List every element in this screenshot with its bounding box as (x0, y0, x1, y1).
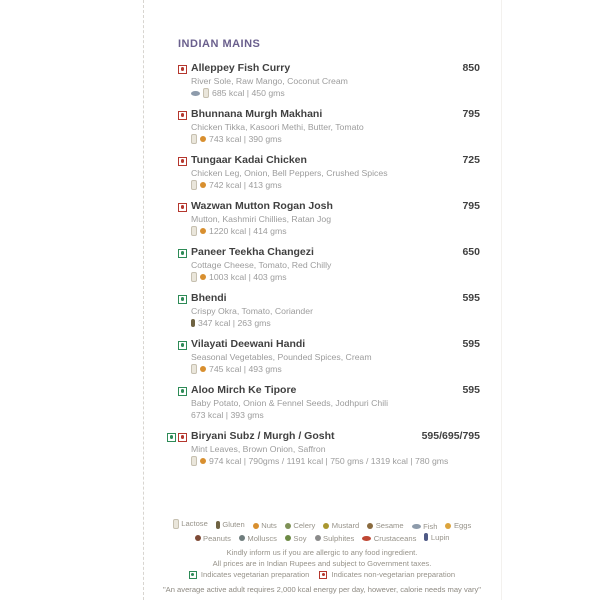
veg-indicator-icon (178, 295, 187, 304)
legend-entry (216, 519, 245, 530)
fish-icon (191, 91, 200, 96)
diet-indicator-group (178, 387, 191, 396)
item-nutrition-text: 1003 kcal | 403 gms (209, 272, 287, 282)
lactose-icon (191, 226, 197, 236)
veg-indicator-icon (178, 249, 187, 258)
menu-item (178, 430, 480, 467)
legend-entry (285, 533, 307, 544)
legend-entry (195, 533, 231, 544)
indicator-legend (143, 569, 501, 580)
item-nutrition-text: 347 kcal | 263 gms (198, 318, 271, 328)
legend-label: Sulphites (323, 533, 355, 543)
nuts-icon (200, 228, 206, 234)
fish-icon (412, 524, 421, 529)
soy-icon (285, 535, 291, 541)
item-nutrition-text: 673 kcal | 393 gms (191, 410, 264, 420)
legend-entry (315, 533, 355, 544)
section-title: INDIAN MAINS (178, 38, 261, 50)
legend-label: Celery (293, 521, 316, 530)
diet-indicator-group (178, 295, 191, 304)
item-nutrition-row (191, 409, 480, 421)
lactose-icon (191, 272, 197, 282)
legend-entry (412, 521, 438, 532)
item-price: 725 (462, 154, 480, 166)
legend-label: Lactose (181, 519, 208, 528)
veg-indicator-icon (178, 341, 187, 350)
nuts-icon (200, 182, 206, 188)
item-description: Mint Leaves, Brown Onion, Saffron (191, 444, 326, 454)
menu-item (178, 62, 480, 99)
item-nutrition-text: 743 kcal | 390 gms (209, 134, 282, 144)
menu-item (178, 338, 480, 375)
item-description: Mutton, Kashmiri Chillies, Ratan Jog (191, 214, 332, 224)
menu-item (178, 246, 480, 283)
menu-item (178, 292, 480, 329)
nonveg-indicator-icon (178, 433, 187, 442)
menu-item (178, 200, 480, 237)
legend-label: Crustaceans (373, 534, 417, 543)
nuts-icon (253, 523, 259, 529)
lupin-icon (424, 533, 428, 541)
menu-item (178, 108, 480, 145)
item-name: Paneer Teekha Changezi (191, 246, 314, 258)
legend-label: Molluscs (247, 533, 277, 543)
nonveg-indicator-label: Indicates non-vegetarian preparation (331, 570, 456, 579)
legend-label: Mustard (331, 521, 360, 530)
legend-label: Peanuts (203, 533, 231, 543)
diet-indicator-group (178, 249, 191, 258)
menu-content (178, 38, 480, 476)
veg-indicator-icon (189, 571, 197, 579)
item-name: Vilayati Deewani Handi (191, 338, 306, 350)
allergen-legend-row-1 (143, 518, 501, 532)
item-name: Tungaar Kadai Chicken (191, 154, 307, 166)
pricing-note: All prices are in Indian Rupees and subject to Government taxes. (212, 558, 432, 568)
mustard-icon (323, 523, 329, 529)
nuts-icon (200, 366, 206, 372)
celery-icon (285, 523, 291, 529)
item-nutrition-text: 685 kcal | 450 gms (212, 88, 285, 98)
menu-footer (143, 518, 501, 595)
diet-indicator-group (178, 111, 191, 120)
page-right-edge-divider (501, 0, 502, 600)
item-description: Cottage Cheese, Tomato, Red Chilly (191, 260, 332, 270)
item-nutrition-row (191, 317, 480, 329)
sulphites-icon (315, 535, 321, 541)
legend-label: Eggs (453, 521, 472, 530)
menu-item (178, 384, 480, 421)
legend-entry (239, 533, 277, 544)
item-name: Biryani Subz / Murgh / Gosht (191, 430, 335, 442)
allergy-note: Kindly inform us if you are allergic to any food ingredient. (226, 548, 418, 557)
item-nutrition-row (191, 179, 480, 191)
item-name: Bhendi (191, 292, 227, 304)
item-nutrition-text: 1220 kcal | 414 gms (209, 226, 287, 236)
nonveg-indicator-icon (178, 203, 187, 212)
legend-entry (173, 518, 208, 529)
item-description: Chicken Leg, Onion, Bell Peppers, Crushed Spices (191, 168, 388, 178)
veg-indicator-icon (178, 387, 187, 396)
diet-indicator-group (178, 203, 191, 212)
item-description: Baby Potato, Onion & Fennel Seeds, Jodhpuri Chili (191, 398, 389, 408)
item-nutrition-row (191, 271, 480, 283)
eggs-icon (445, 523, 451, 529)
nonveg-indicator-icon (319, 571, 327, 579)
legend-entry (367, 520, 403, 531)
item-name: Wazwan Mutton Rogan Josh (191, 200, 333, 212)
item-nutrition-row (191, 363, 480, 375)
legend-label: Soy (293, 533, 307, 543)
lactose-icon (191, 456, 197, 466)
item-nutrition-row (191, 133, 480, 145)
legend-entry (285, 520, 315, 531)
item-nutrition-text: 745 kcal | 493 gms (209, 364, 282, 374)
item-name: Bhunnana Murgh Makhani (191, 108, 323, 120)
legend-label: Fish (423, 521, 438, 531)
peanuts-icon (195, 535, 201, 541)
item-price: 595 (462, 292, 480, 304)
diet-indicator-group (178, 65, 191, 74)
item-price: 595 (462, 338, 480, 350)
item-nutrition-row (191, 225, 480, 237)
page-left-edge-divider (143, 0, 144, 600)
item-description: River Sole, Raw Mango, Coconut Cream (191, 76, 348, 86)
item-price: 595/695/795 (421, 430, 480, 442)
lactose-icon (191, 134, 197, 144)
menu-item (178, 154, 480, 191)
crustaceans-icon (362, 536, 371, 541)
item-nutrition-text: 742 kcal | 413 gms (209, 180, 282, 190)
molluscs-icon (239, 535, 245, 541)
menu-item-list (178, 62, 480, 467)
item-price: 650 (462, 246, 480, 258)
item-name: Aloo Mirch Ke Tipore (191, 384, 297, 396)
calorie-disclaimer: "An average active adult requires 2,000 kcal energy per day, however, calorie needs may vary" (162, 585, 482, 594)
item-description: Chicken Tikka, Kasoori Methi, Butter, Tomato (191, 122, 364, 132)
lactose-icon (191, 180, 197, 190)
item-nutrition-row (191, 455, 480, 467)
gluten-icon (216, 521, 220, 529)
item-price: 795 (462, 108, 480, 120)
lactose-icon (173, 519, 179, 529)
item-nutrition-text: 974 kcal | 790gms / 1191 kcal | 750 gms / 1319 kcal | 780 gms (209, 456, 449, 466)
lactose-icon (203, 88, 209, 98)
legend-entry (362, 533, 416, 544)
legend-label: Nuts (261, 521, 277, 530)
allergen-legend-row-2 (143, 532, 501, 545)
gluten-icon (191, 319, 195, 327)
legend-entry (323, 520, 359, 531)
legend-entry (253, 520, 277, 531)
item-description: Seasonal Vegetables, Pounded Spices, Cream (191, 352, 372, 362)
lactose-icon (191, 364, 197, 374)
legend-label: Sesame (375, 521, 404, 530)
diet-indicator-group (167, 433, 191, 442)
diet-indicator-group (178, 157, 191, 166)
item-price: 595 (462, 384, 480, 396)
nonveg-indicator-icon (178, 65, 187, 74)
legend-entry (424, 532, 449, 543)
nuts-icon (200, 458, 206, 464)
item-price: 795 (462, 200, 480, 212)
item-name: Alleppey Fish Curry (191, 62, 291, 74)
sesame-icon (367, 523, 373, 529)
legend-label: Lupin (430, 532, 450, 542)
veg-indicator-icon (167, 433, 176, 442)
nonveg-indicator-icon (178, 157, 187, 166)
item-description: Crispy Okra, Tomato, Coriander (191, 306, 313, 316)
nuts-icon (200, 274, 206, 280)
nuts-icon (200, 136, 206, 142)
veg-indicator-label: Indicates vegetarian preparation (200, 570, 310, 579)
legend-entry (445, 520, 471, 531)
item-nutrition-row (191, 87, 480, 99)
legend-label: Gluten (222, 520, 245, 529)
nonveg-indicator-icon (178, 111, 187, 120)
item-price: 850 (462, 62, 480, 74)
diet-indicator-group (178, 341, 191, 350)
